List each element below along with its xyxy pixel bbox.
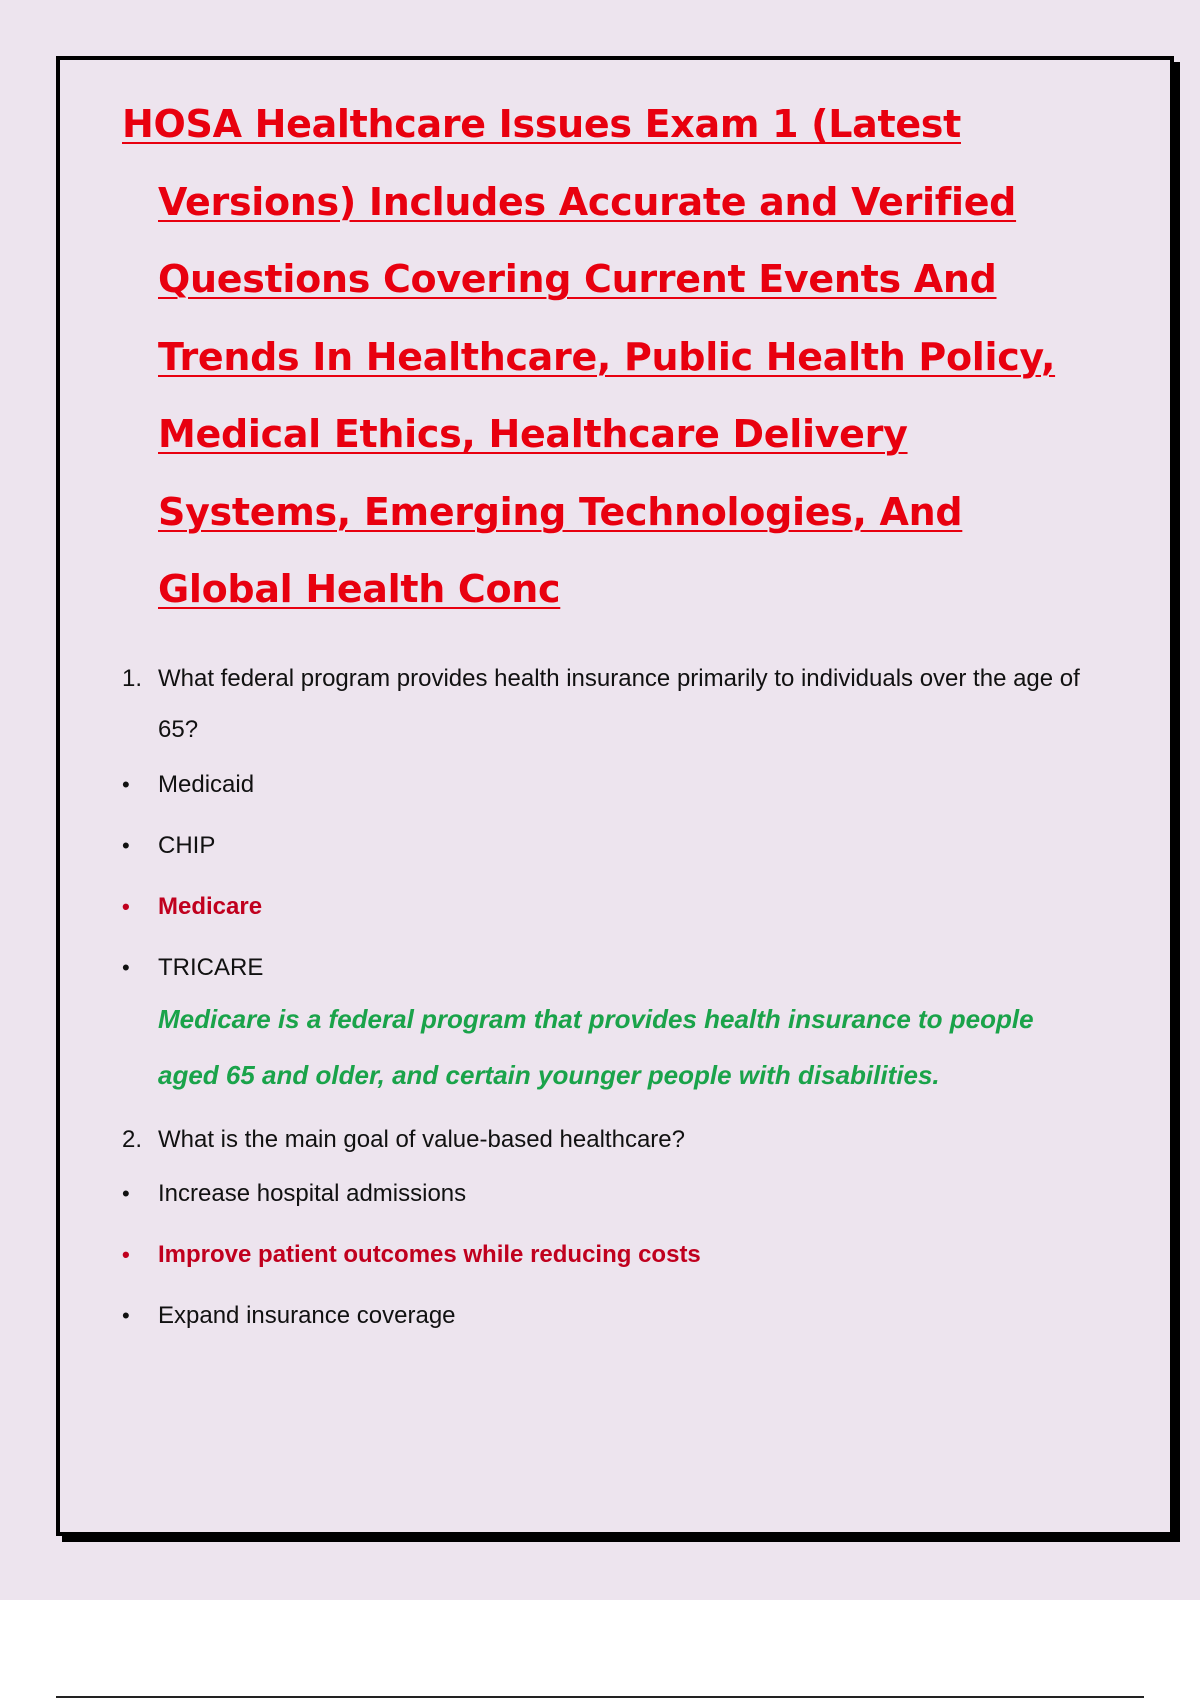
- bullet-icon: •: [122, 893, 130, 919]
- question-number: 2.: [122, 1125, 143, 1153]
- bullet-icon: •: [122, 954, 130, 980]
- answer-option: [122, 1299, 1082, 1333]
- option-text: Expand insurance coverage: [158, 1301, 456, 1329]
- question-2: [122, 1114, 1082, 1165]
- bullet-icon: •: [122, 771, 130, 797]
- question-text: What federal program provides health insurance primarily to individuals over the age of 65?: [158, 664, 1080, 743]
- option-text: TRICARE: [158, 953, 264, 981]
- correct-answer-option: [122, 890, 1082, 924]
- correct-answer-option: [122, 1238, 1082, 1272]
- option-text: Medicaid: [158, 770, 255, 798]
- footer-divider: [56, 1696, 1144, 1698]
- document-content: [122, 86, 1082, 1333]
- answer-option: [122, 951, 1082, 985]
- option-text: Increase hospital admissions: [158, 1179, 467, 1207]
- document-title: HOSA Healthcare Issues Exam 1 (Latest Versions) Includes Accurate and Verified Questions Covering Current Events And Trends In Healthcare, Public Health Policy, Medical Ethics, Healthcare Delivery Systems, Emerging Technologies, And Global Health Conc: [122, 102, 1056, 611]
- question-1: [122, 653, 1082, 755]
- bullet-icon: •: [122, 1180, 130, 1206]
- answer-explanation: Medicare is a federal program that provides health insurance to people aged 65 and older, and certain younger people with disabilities.: [158, 1003, 1034, 1090]
- answer-option: [122, 829, 1082, 863]
- bullet-icon: •: [122, 1302, 130, 1328]
- question-text: What is the main goal of value-based healthcare?: [158, 1125, 685, 1153]
- bullet-icon: •: [122, 832, 130, 858]
- bullet-icon: •: [122, 1241, 130, 1267]
- option-text: Improve patient outcomes while reducing costs: [158, 1240, 701, 1268]
- answer-option: [122, 1177, 1082, 1211]
- answer-option: [122, 768, 1082, 802]
- question-number: 1.: [122, 664, 143, 692]
- option-text: Medicare: [158, 892, 263, 920]
- option-text: CHIP: [158, 831, 216, 859]
